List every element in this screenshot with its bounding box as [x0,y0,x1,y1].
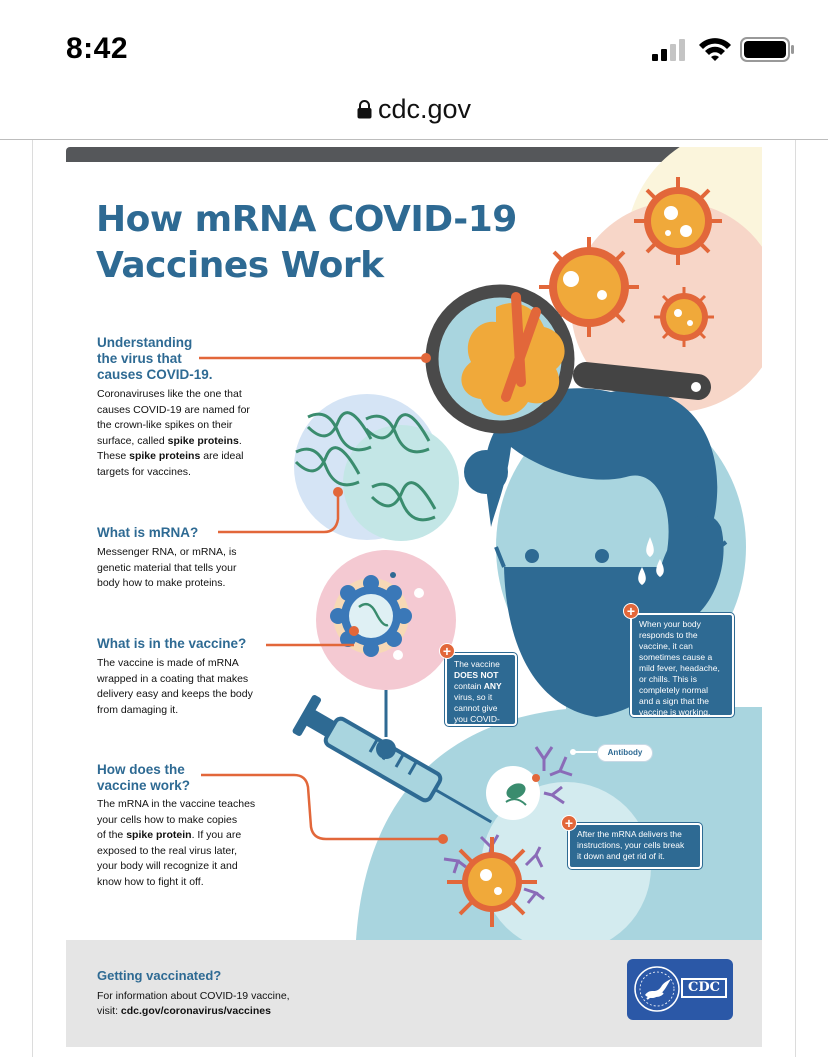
body-line: targets for vaccines. [97,465,191,478]
bold-text: spike proteins [129,450,201,462]
text-run: These [97,450,130,462]
info-line: vaccine, it can [639,641,693,651]
info-line: When your body [639,619,701,629]
url-text: cdc.gov [377,94,472,124]
poster-title-line2: Vaccines Work [96,245,384,286]
info-line [454,681,510,692]
footer-heading: Getting vaccinated? [97,968,222,983]
section-how-heading [97,762,190,794]
body-line [97,828,255,844]
status-time: 8:42 [66,32,129,65]
info-line: you COVID-19. [454,714,500,735]
info-line: responds to the [639,630,698,640]
section-virus-body [97,387,250,480]
info-line: After the mRNA delivers the [577,829,682,839]
heading-line: vaccine work? [97,778,191,793]
info-line: sometimes cause a [639,652,713,662]
heading-line: the virus that [97,351,182,366]
wifi-icon [697,36,733,62]
text-run: visit: [97,1005,121,1017]
info-line: mild fever, headache, [639,663,720,673]
section-virus-heading [97,335,213,383]
text-run: surface, called [97,434,168,447]
info-box-mrna-breakdown [568,823,702,869]
infographic-poster [66,147,762,1047]
body-line: genetic material that tells your [97,561,237,574]
body-line: body how to make proteins. [97,577,226,589]
body-line: the crown-like spikes on their [97,419,233,431]
body-line: your body will recognize it and [97,860,238,872]
bold-text: spike proteins [167,434,239,447]
plus-icon: + [623,603,639,619]
battery-icon [740,37,796,63]
body-line [97,434,250,450]
bold-text: ANY [483,681,502,691]
info-line: completely normal [639,685,708,695]
info-line: cannot give [454,703,498,713]
section-how-body [97,797,255,890]
vaccine-link[interactable]: cdc.gov/coronavirus/vaccines [120,1005,271,1017]
cellular-signal-icon [652,38,692,62]
poster-title-line1: How mRNA COVID-19 [96,199,517,240]
body-line: exposed to the real virus later, [97,844,238,857]
body-line: your cells how to make copies [97,813,238,826]
info-line: and a sign that the [639,696,709,706]
text-run: . If you are [191,829,242,841]
virus-bottom [447,837,537,927]
section-mrna-heading: What is mRNA? [97,525,199,540]
virus-small [654,287,714,347]
body-line: causes COVID-19 are named for [97,403,250,416]
text-run: are ideal [200,450,244,462]
body-line: from damaging it. [97,703,179,716]
body-line: Messenger RNA, or mRNA, is [97,546,237,558]
body-line: The mRNA in the vaccine teaches [97,798,256,810]
bold-text: spike protein [126,829,192,841]
heading-line: Understanding [97,335,193,350]
cdc-logo-text: CDC [681,978,727,998]
body-line: know how to fight it off. [97,875,204,888]
section-vaccine-heading: What is in the vaccine? [97,636,247,651]
body-line [97,449,250,465]
heading-line: How does the [97,762,185,777]
info-box-no-virus [445,653,517,735]
plus-icon: + [561,815,577,831]
address-bar[interactable] [0,90,828,140]
info-line: virus, so it [454,692,493,702]
body-line: Coronaviruses like the one that [97,388,242,400]
info-line: or chills. This is [639,674,697,684]
section-vaccine-body [97,656,253,718]
hhs-seal-icon [633,965,681,1013]
plus-icon: + [439,643,455,659]
lock-icon [357,100,372,119]
info-line: The vaccine [454,659,500,669]
antibody-label: Antibody [597,744,653,762]
info-box-side-effects [630,613,734,717]
cdc-logo[interactable] [627,959,733,1020]
section-mrna-body [97,545,236,592]
heading-line: causes COVID-19. [97,367,213,382]
footer-line1: For information about COVID-19 vaccine, [97,990,290,1002]
text-run: of the [97,829,127,841]
text-run: contain [454,681,484,691]
virus-large [634,177,722,265]
info-line: it down and get rid of it. [577,851,665,861]
url-display[interactable] [0,94,828,125]
info-line: instructions, your cells break [577,840,685,850]
info-line: vaccine is working. [639,707,711,717]
body-line: delivery easy and keeps the body [97,688,253,700]
info-line-bold: DOES NOT [454,670,499,680]
poster-footer [66,940,762,1047]
body-line: The vaccine is made of mRNA [97,657,239,669]
text-run: . [238,434,242,447]
footer-line2 [97,1005,271,1017]
body-line: wrapped in a coating that makes [97,672,249,685]
status-bar [0,0,828,90]
